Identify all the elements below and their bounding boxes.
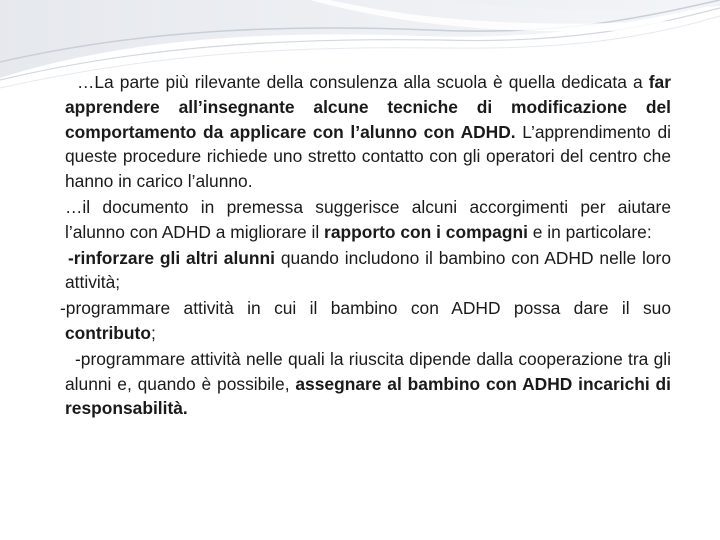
paragraph-documento: …il documento in premessa suggerisce alcuni accorgimenti per aiutare l’alunno con ADHD a migliorare il rapporto con i compagni e in particolare: xyxy=(65,196,671,242)
bold-text: far apprendere all’insegnante alcune tecniche di modificazione del comportamento da applicare con l’alunno con ADHD. xyxy=(65,72,671,142)
bold-text: rapporto con i compagni xyxy=(324,221,528,242)
paragraph-consulenza: …La parte più rilevante della consulenza alla scuola è quella dedicata a far apprendere all’insegnante alcune tecniche di modificazione del comportamento da applicare con l’alunno con ADHD. L’apprendimento di queste procedure richiede uno stretto contatto con gli operatori del centro che hanno in carico l’alunno. xyxy=(65,72,671,192)
list-item-contributo: -programmare attività in cui il bambino con ADHD possa dare il suo contributo; xyxy=(60,298,671,343)
bold-text: assegnare al bambino con ADHD incarichi di responsabilità. xyxy=(65,373,672,419)
bold-text: contributo xyxy=(65,322,151,343)
list-item-cooperazione: -programmare attività nelle quali la riuscita dipende dalla cooperazione tra gli alunni e, quando è possibile, assegnare al bambino con ADHD incarichi di responsabilità. xyxy=(65,348,672,419)
slide-body-text xyxy=(60,70,672,421)
bold-text: -rinforzare gli altri alunni xyxy=(68,247,276,268)
list-item-rinforzare: -rinforzare gli altri alunni quando includono il bambino con ADHD nelle loro attività; xyxy=(65,247,672,293)
